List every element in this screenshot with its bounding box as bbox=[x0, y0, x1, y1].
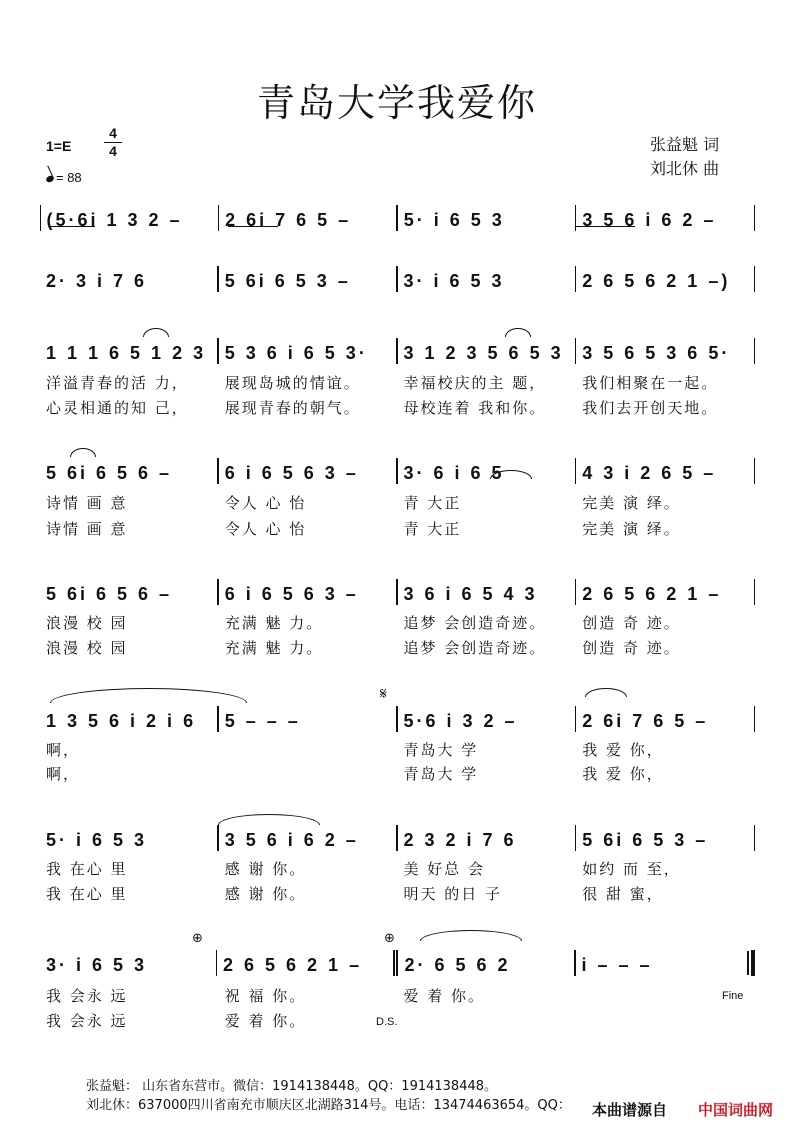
measure: 3· i 6 5 3 bbox=[403, 271, 505, 291]
measure: 1 3 5 6 i 2 i 6 bbox=[46, 711, 197, 731]
lyric: 浪漫 校 园 bbox=[46, 639, 128, 657]
slur bbox=[420, 930, 522, 941]
lyric: 我们相聚在一起。 bbox=[582, 374, 719, 392]
measure: 3 5 6 i 6 2 – bbox=[224, 830, 359, 850]
lyric: 很 甜 蜜， bbox=[582, 885, 664, 903]
measure: 5· i 6 5 3 bbox=[403, 210, 505, 230]
lyric: 追梦 会创造奇迹。 bbox=[403, 639, 547, 657]
coda-mark: ⊕ bbox=[384, 931, 395, 946]
slur bbox=[70, 448, 96, 457]
composer-contact: 刘北休：637000四川省南充市顺庆区北湖路314号。电话：13474463654。QQ： bbox=[86, 1098, 571, 1113]
lyric: 充满 魅 力。 bbox=[224, 639, 324, 657]
lyric: 青岛大 学 bbox=[403, 741, 479, 759]
measure: 2· 6 5 6 2 bbox=[404, 955, 511, 975]
score-line-8 bbox=[40, 950, 755, 976]
lyrics-verse-2 bbox=[40, 1010, 755, 1031]
key-signature: 1=E bbox=[46, 138, 72, 154]
lyric: 浪漫 校 园 bbox=[46, 614, 128, 632]
lyric bbox=[219, 739, 398, 760]
lyric: 充满 魅 力。 bbox=[224, 614, 324, 632]
lyric: 诗情 画 意 bbox=[46, 494, 128, 512]
measure: 5 – – – bbox=[224, 711, 301, 731]
coda-mark: ⊕ bbox=[192, 931, 203, 946]
lyrics-verse-1 bbox=[40, 492, 755, 513]
tempo-value: = 88 bbox=[56, 170, 82, 185]
measure: 2 6i 7 6 5 – bbox=[582, 711, 709, 731]
measure: 3 6 i 6 5 4 3 bbox=[403, 584, 538, 604]
lyric: 幸福校庆的主 题， bbox=[403, 374, 547, 392]
quarter-note-icon bbox=[45, 175, 55, 184]
score-line-1 bbox=[40, 205, 755, 231]
lyric: 感 谢 你。 bbox=[224, 885, 307, 903]
lyric bbox=[576, 1010, 755, 1031]
lyrics-verse-2 bbox=[40, 637, 755, 658]
lyrics-verse-2 bbox=[40, 883, 755, 904]
score-line-3 bbox=[40, 338, 755, 364]
lyrics-verse-1 bbox=[40, 612, 755, 633]
lyric: 啊， bbox=[46, 741, 81, 759]
measure: 6 i 6 5 6 3 – bbox=[224, 584, 359, 604]
lyric: 我 会永 远 bbox=[46, 1012, 128, 1030]
time-signature bbox=[104, 126, 122, 159]
score-line-7 bbox=[40, 825, 755, 851]
lyrics-verse-2 bbox=[40, 763, 755, 784]
tempo-mark bbox=[46, 170, 82, 185]
lyric: 爱 着 你。 bbox=[403, 987, 486, 1005]
measure: 2 3 2 i 7 6 bbox=[403, 830, 517, 850]
lyric: 啊， bbox=[46, 765, 81, 783]
measure: 5 3 6 i 6 5 3· bbox=[224, 343, 368, 363]
measure: 5 6i 6 5 3 – bbox=[582, 830, 709, 850]
measure: 3· 6 i 6 5 bbox=[403, 463, 505, 483]
measure: 3 5 6 i 6 2 – bbox=[582, 210, 717, 230]
slur bbox=[50, 688, 247, 703]
source-label: 本曲谱源自 bbox=[588, 1099, 671, 1120]
lyric: 令人 心 怡 bbox=[224, 494, 307, 512]
measure: 2 6i 7 6 5 – bbox=[225, 210, 352, 230]
slur bbox=[505, 328, 531, 337]
lyric: 展现岛城的情谊。 bbox=[224, 374, 361, 392]
measure: 6 i 6 5 6 3 – bbox=[224, 463, 359, 483]
lyricist-credit: 张益魁 词 bbox=[650, 135, 720, 154]
lyrics-verse-1 bbox=[40, 739, 755, 760]
lyricist-contact: 张益魁： 山东省东营市。微信：1914138448。QQ：1914138448。 bbox=[86, 1079, 498, 1094]
lyric bbox=[398, 1010, 577, 1031]
lyric: 青 大正 bbox=[403, 494, 462, 512]
lyric bbox=[219, 763, 398, 784]
lyric: 我 会永 远 bbox=[46, 987, 128, 1005]
time-signature-bottom: 4 bbox=[109, 143, 117, 159]
lyrics-verse-1 bbox=[40, 985, 755, 1006]
lyric: 追梦 会创造奇迹。 bbox=[403, 614, 547, 632]
measure: (5·6i 1 3 2 – bbox=[46, 210, 183, 230]
score-line-2 bbox=[40, 266, 755, 292]
lyrics-verse-2 bbox=[40, 397, 755, 418]
lyric: 完美 演 绎。 bbox=[582, 494, 681, 512]
lyric: 我 爱 你， bbox=[582, 765, 664, 783]
lyric: 我 在心 里 bbox=[46, 860, 128, 878]
score-title: 青岛大学我爱你 bbox=[256, 81, 537, 125]
lyric: 如约 而 至， bbox=[582, 860, 681, 878]
lyrics-verse-1 bbox=[40, 372, 755, 393]
lyric: 洋溢青春的活 力， bbox=[46, 374, 189, 392]
lyric: 明天 的日 子 bbox=[403, 885, 503, 903]
score-line-4 bbox=[40, 458, 755, 484]
ds-mark: D.S. bbox=[376, 1016, 398, 1028]
measure: 2 6 5 6 2 1 – bbox=[582, 584, 722, 604]
measure: 1 1 1 6 5 1 2 3 bbox=[46, 343, 207, 363]
lyric: 我 在心 里 bbox=[46, 885, 128, 903]
slur bbox=[585, 688, 627, 697]
lyric: 诗情 画 意 bbox=[46, 520, 128, 538]
lyric: 我们去开创天地。 bbox=[582, 399, 719, 417]
measure: 4 3 i 2 6 5 – bbox=[582, 463, 717, 483]
measure: 2 6 5 6 2 1 –) bbox=[582, 271, 731, 291]
measure: 5 6i 6 5 3 – bbox=[224, 271, 351, 291]
slur bbox=[218, 814, 320, 825]
lyric: 爱 着 你。 bbox=[224, 1012, 307, 1030]
measure: 5· i 6 5 3 bbox=[46, 830, 148, 850]
score-line-6 bbox=[40, 706, 755, 732]
lyric: 青 大正 bbox=[403, 520, 462, 538]
slur bbox=[143, 328, 169, 337]
lyric: 创造 奇 迹。 bbox=[582, 639, 681, 657]
measure: 3· i 6 5 3 bbox=[46, 955, 148, 975]
lyric: 感 谢 你。 bbox=[224, 860, 307, 878]
segno-mark: 𝄋 bbox=[380, 684, 387, 703]
measure: 5 6i 6 5 6 – bbox=[46, 584, 173, 604]
score-line-5 bbox=[40, 579, 755, 605]
lyrics-verse-2 bbox=[40, 518, 755, 539]
measure: 5 6i 6 5 6 – bbox=[46, 463, 173, 483]
time-signature-top: 4 bbox=[109, 125, 117, 141]
composer-credit: 刘北休 曲 bbox=[650, 159, 720, 178]
lyric: 美 好总 会 bbox=[403, 860, 486, 878]
measure: 2· 3 i 7 6 bbox=[46, 271, 148, 291]
lyrics-verse-1 bbox=[40, 858, 755, 879]
measure: i – – – bbox=[581, 955, 653, 975]
lyric: 祝 福 你。 bbox=[224, 987, 307, 1005]
measure: 5·6 i 3 2 – bbox=[403, 711, 518, 731]
lyric: 母校连着 我和你。 bbox=[403, 399, 547, 417]
lyric: 心灵相通的知 己， bbox=[46, 399, 189, 417]
lyric: 令人 心 怡 bbox=[224, 520, 307, 538]
site-watermark[interactable]: 中国词曲网 bbox=[698, 1101, 774, 1119]
measure: 3 5 6 5 3 6 5· bbox=[582, 343, 731, 363]
fine-mark: Fine bbox=[722, 990, 744, 1002]
lyric: 创造 奇 迹。 bbox=[582, 614, 681, 632]
lyric: 展现青春的朝气。 bbox=[224, 399, 361, 417]
lyric: 我 爱 你， bbox=[582, 741, 664, 759]
lyric: 青岛大 学 bbox=[403, 765, 479, 783]
measure: 3 1 2 3 5 6 5 3 bbox=[403, 343, 564, 363]
measure: 2 6 5 6 2 1 – bbox=[223, 955, 363, 975]
lyric: 完美 演 绎。 bbox=[582, 520, 681, 538]
